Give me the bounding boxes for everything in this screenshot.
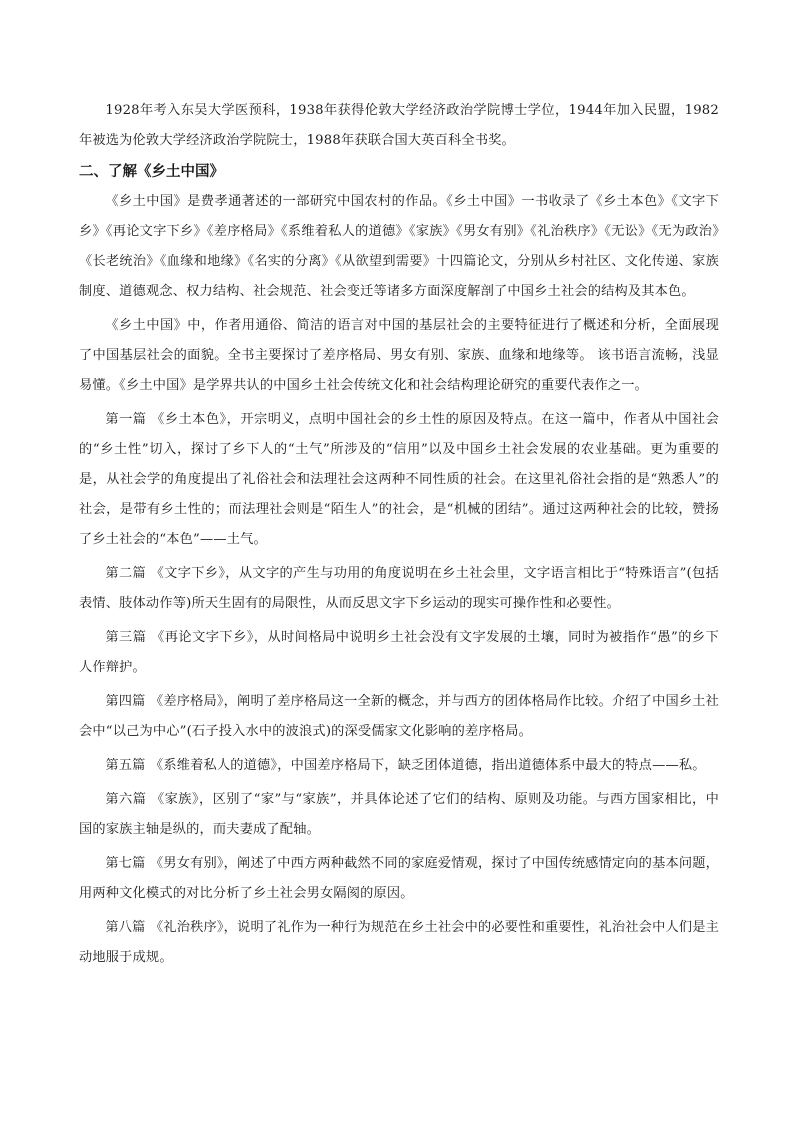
chapter-1-paragraph: 第一篇 《乡土本色》，开宗明义，点明中国社会的乡土性的原因及特点。在这一篇中，作者从中国社会的“乡土性”切入，探讨了乡下人的“土气”所涉及的“信用”以及中国乡土社会发展的农业基础。更为重要的是，从社会学的角度提出了礼俗社会和法理社会这两种不同性质的社会。在这里礼俗社会指的是“熟悉人”的社会，是带有乡土性的；而法理社会则是“陌生人”的社会，是“机械的团结”。通过这两种社会的比较，赞扬了乡土社会的“本色”——土气。 xyxy=(79,412,719,547)
chapter-8-paragraph: 第八篇 《礼治秩序》，说明了礼作为一种行为规范在乡土社会中的必要性和重要性，礼治社会中人们是主动地服于成规。 xyxy=(79,920,720,965)
chapter-2-paragraph: 第二篇 《文字下乡》，从文字的产生与功用的角度说明在乡土社会里，文字语言相比于“特殊语言”(包括表情、肢体动作等)所天生固有的局限性，从而反思文字下乡运动的现实可操作性和必要性。 xyxy=(79,566,719,611)
chapter-6-paragraph: 第六篇 《家族》，区别了“家”与“家族”，并具体论述了它们的结构、原则及功能。与西方国家相比，中国的家族主轴是纵的，而夫妻成了配轴。 xyxy=(79,792,719,837)
document-page xyxy=(79,96,719,973)
chapter-5-paragraph: 第五篇 《系维着私人的道德》，中国差序格局下，缺乏团体道德，指出道德体系中最大的特点——私。 xyxy=(105,758,706,773)
author-bio-paragraph: 1928年考入东吴大学医预科，1938年获得伦敦大学经济政治学院博士学位，1944年加入民盟，1982年被选为伦敦大学经济政治学院院士，1988年获联合国大英百科全书奖。 xyxy=(79,103,719,148)
chapter-3-paragraph: 第三篇 《再论文字下乡》，从时间格局中说明乡土社会没有文字发展的土壤，同时为被指作“愚”的乡下人作辩护。 xyxy=(79,630,719,675)
section-heading: 二、了解《乡土中国》 xyxy=(79,164,224,180)
book-overview-paragraph: 《乡土中国》是费孝通著述的一部研究中国农村的作品。《乡土中国》一书收录了《乡土本色》《文字下乡》《再论文字下乡》《差序格局》《系维着私人的道德》《家族》《男女有别》《礼治秩序》《无讼》《无为政治》《长老统治》《血缘和地缘》《名实的分离》《从欲望到需要》十四篇论文，分别从乡村社区、文化传递、家族制度、道德观念、权力结构、社会规范、社会变迁等诸多方面深度解剖了中国乡土社会的结构及其本色。 xyxy=(79,194,719,299)
chapter-4-paragraph: 第四篇 《差序格局》，阐明了差序格局这一全新的概念，并与西方的团体格局作比较。介绍了中国乡土社会中“以己为中心”(石子投入水中的波浪式)的深受儒家文化影响的差序格局。 xyxy=(79,694,720,739)
chapter-7-paragraph: 第七篇 《男女有别》，阐述了中西方两种截然不同的家庭爱情观，探讨了中国传统感情定向的基本问题，用两种文化模式的对比分析了乡土社会男女隔阂的原因。 xyxy=(79,856,720,901)
book-language-paragraph: 《乡土中国》中，作者用通俗、简洁的语言对中国的基层社会的主要特征进行了概述和分析，全面展现了中国基层社会的面貌。全书主要探讨了差序格局、男女有别、家族、血缘和地缘等。 该书语言流畅，浅显易懂。《乡土中国》是学界共认的中国乡土社会传统文化和社会结构理论研究的重要代表作之一。 xyxy=(79,318,719,393)
